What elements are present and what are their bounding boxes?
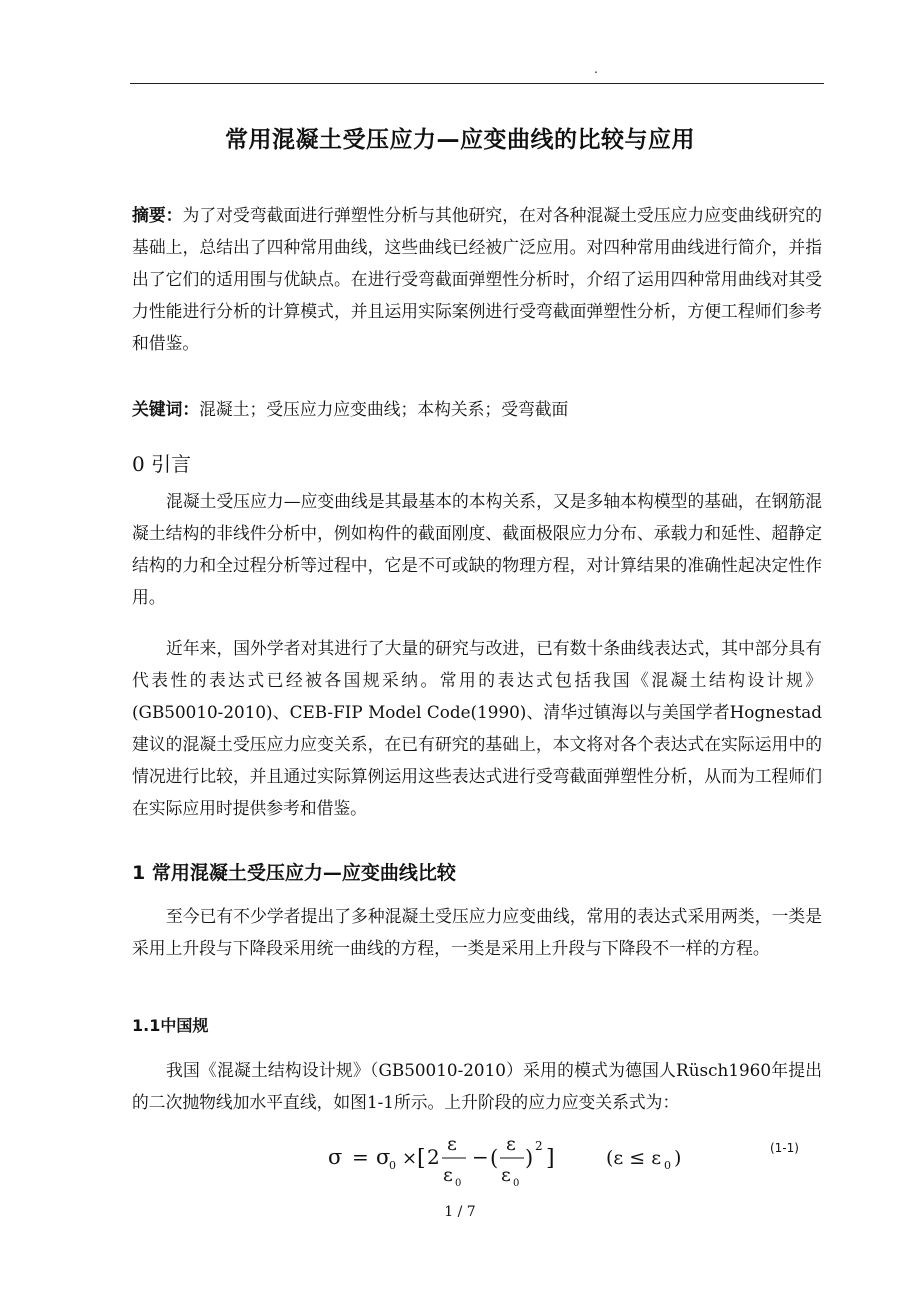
formula-rparen: ) (525, 1146, 534, 1170)
formula-sigma: σ (328, 1145, 343, 1169)
formula-rbracket: ] (546, 1146, 555, 1171)
abstract-paragraph (132, 199, 822, 359)
page-title: 常用混凝土受压应力—应变曲线的比较与应用 (225, 127, 695, 153)
intro-paragraph-2: 近年来，国外学者对其进行了大量的研究与改进，已有数十条曲线表达式，其中部分具有代表性的表达式已经被各国规采纳。常用的表达式包括我国《混凝土结构设计规》(GB50010-2010)、CEB-FIP Model Code(1990)、清华过镇海以与美国学者Hognestad建议的混凝土受压应力应变关系，在已有研究的基础上，本文将对各个表达式在实际运用中的情况进行比较，并且通过实际算例运用这些表达式进行受弯截面弹塑性分析，从而为工程师们在实际应用时提供参考和借鉴。 (132, 638, 822, 818)
formula-lbracket: [ (417, 1146, 426, 1171)
formula-frac1-den: ε (443, 1164, 453, 1186)
formula-times: × (402, 1148, 418, 1169)
formula-frac1-num: ε (447, 1133, 457, 1155)
abstract-label: 摘要： (132, 205, 183, 225)
abstract-text: 为了对受弯截面进行弹塑性分析与其他研究，在对各种混凝土受压应力应变曲线研究的基础上，总结出了四种常用曲线，这些曲线已经被广泛应用。对四种常用曲线进行简介，并指出了它们的适用围与优缺点。在进行受弯截面弹塑性分析时，介绍了运用四种常用曲线对其受力性能进行分析的计算模式，并且运用实际案例进行受弯截面弹塑性分析，方便工程师们参考和借鉴。 (132, 205, 822, 353)
section-heading-intro: 0 引言 (132, 452, 192, 476)
formula-two: 2 (427, 1145, 440, 1169)
formula-frac2-den: ε (501, 1164, 511, 1186)
subsection-paragraph: 我国《混凝土结构设计规》（GB50010-2010）采用的模式为德国人Rüsch1960年提出的二次抛物线加水平直线，如图1-1所示。上升阶段的应力应变关系式为： (132, 1060, 822, 1112)
header-dot: . (594, 62, 598, 76)
section-heading-1: 1 常用混凝土受压应力—应变曲线比较 (132, 862, 456, 884)
keywords-label: 关键词： (132, 399, 200, 419)
formula-minus: − (472, 1145, 489, 1169)
formula-equals: = (352, 1145, 369, 1169)
equation-number: (1-1) (770, 1141, 799, 1155)
formula-lparen: ( (490, 1146, 499, 1170)
formula-square: 2 (535, 1139, 543, 1153)
page-number: 1 / 7 (444, 1204, 476, 1220)
section1-paragraph: 至今已有不少学者提出了多种混凝土受压应力应变曲线，常用的表达式采用两类，一类是采用上升段与下降段采用统一曲线的方程，一类是采用上升段与下降段不一样的方程。 (132, 906, 822, 958)
formula-condition: (ε ≤ ε (606, 1147, 662, 1169)
formula-condition-sub: 0 (664, 1159, 671, 1172)
header-rule (130, 83, 824, 84)
formula-condition-end: ) (674, 1147, 682, 1169)
formula-frac1-den-sub: 0 (455, 1178, 462, 1189)
formula-sigma0: σ (376, 1145, 391, 1169)
keywords-line (132, 393, 822, 425)
formula-frac2-den-sub: 0 (513, 1178, 520, 1189)
intro-paragraph-1: 混凝土受压应力—应变曲线是其最基本的本构关系，又是多轴本构模型的基础，在钢筋混凝土结构的非线件分析中，例如构件的截面刚度、截面极限应力分布、承载力和延性、超静定结构的力和全过程分析等过程中，它是不可或缺的物理方程，对计算结果的准确性起决定性作用。 (132, 491, 822, 607)
formula-sigma0-sub: 0 (389, 1159, 396, 1172)
subsection-heading-1-1: 1.1中国规 (132, 1016, 209, 1035)
formula-frac2-num: ε (506, 1133, 516, 1155)
keywords-text: 混凝土；受压应力应变曲线；本构关系；受弯截面 (199, 399, 569, 419)
formula-1-1 (300, 1128, 740, 1190)
